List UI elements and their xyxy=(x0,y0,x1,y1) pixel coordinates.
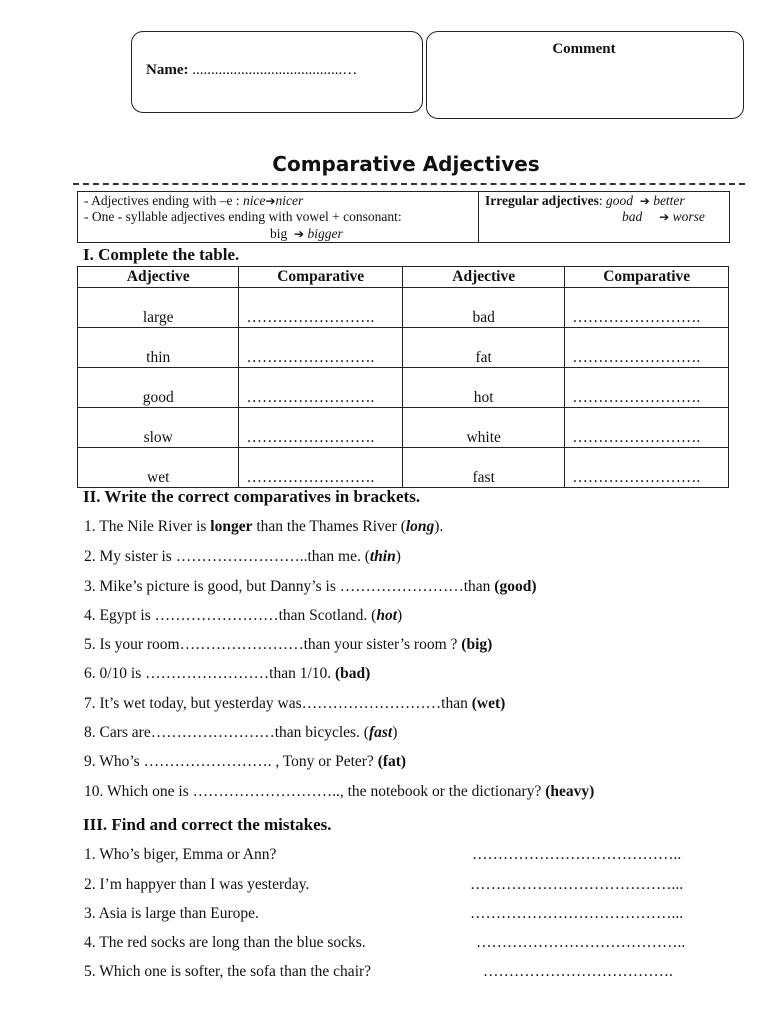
title-divider xyxy=(73,183,745,185)
exercise-item xyxy=(84,724,397,742)
item-text: 4. Egypt is ……………………than Scotland. ( xyxy=(84,607,377,624)
answer-blank[interactable]: ……………………. xyxy=(239,328,403,368)
exercise-item xyxy=(84,548,401,566)
rule-cvc: - One - syllable adjectives ending with vowel + consonant: xyxy=(84,209,402,224)
adjective-cell: white xyxy=(402,408,564,448)
rule-cvc-example xyxy=(270,226,343,242)
item-text: ). xyxy=(434,518,444,535)
section-3-heading: III. Find and correct the mistakes. xyxy=(83,815,332,834)
rule-e-text: - Adjectives ending with –e : xyxy=(84,193,243,208)
correction-blank[interactable]: ………………………………….. xyxy=(476,934,686,951)
comment-label: Comment xyxy=(552,41,616,57)
grammar-rules-box xyxy=(77,191,730,243)
hint-word: (good) xyxy=(494,578,537,595)
answer-blank[interactable]: ……………………. xyxy=(239,448,403,488)
mistake-sentence: 5. Which one is softer, the sofa than the chair? xyxy=(84,963,372,980)
worksheet-title: Comparative Adjectives xyxy=(272,152,540,176)
arrow-icon: ➔ xyxy=(294,227,305,241)
irregular-sep: : xyxy=(598,193,603,208)
hint-word: (heavy) xyxy=(545,783,595,800)
table-row xyxy=(78,328,729,368)
irregular-good: good xyxy=(606,193,633,208)
answer-blank[interactable]: ……………………. xyxy=(565,288,729,328)
table-row xyxy=(78,288,729,328)
adjective-cell: thin xyxy=(78,328,239,368)
irregular-line-1 xyxy=(485,193,685,209)
regular-rules xyxy=(78,192,479,242)
item-text: 3. Mike’s picture is good, but Danny’s is ……………………than xyxy=(84,578,495,595)
exercise-item xyxy=(84,665,370,683)
adjective-cell: good xyxy=(78,368,239,408)
arrow-icon: ➔ xyxy=(265,194,276,208)
exercise-item xyxy=(84,578,537,596)
correction-blank[interactable]: ………………………………….. xyxy=(472,846,682,863)
mistake-sentence: 4. The red socks are long than the blue socks. xyxy=(84,934,366,951)
exercise-item xyxy=(84,518,443,536)
correction-blank[interactable]: …………………………………... xyxy=(470,876,684,893)
item-text: than the Thames River ( xyxy=(252,518,406,535)
table-row xyxy=(78,448,729,488)
arrow-icon: ➔ xyxy=(639,194,650,208)
adjective-cell: slow xyxy=(78,408,239,448)
hint-word: long xyxy=(405,518,435,535)
adjective-cell: bad xyxy=(402,288,564,328)
item-text: 1. The Nile River is xyxy=(84,518,211,535)
section-1-heading: I. Complete the table. xyxy=(83,245,240,264)
irregular-worse: worse xyxy=(672,209,705,224)
answer-blank[interactable]: ……………………. xyxy=(565,368,729,408)
hint-word: (big) xyxy=(461,636,493,653)
rule-e-ending xyxy=(84,193,303,209)
comparative-table xyxy=(77,266,729,488)
exercise-item xyxy=(84,636,492,654)
hint-word: fast xyxy=(368,724,393,741)
exercise-item xyxy=(84,695,505,713)
column-header: Comparative xyxy=(239,267,403,288)
column-header: Comparative xyxy=(565,267,729,288)
exercise-item xyxy=(84,783,594,801)
item-text: 6. 0/10 is ……………………than 1/10. xyxy=(84,665,336,682)
irregular-better: better xyxy=(653,193,685,208)
mistake-sentence: 2. I’m happyer than I was yesterday. xyxy=(84,876,310,893)
arrow-icon: ➔ xyxy=(659,210,670,224)
adjective-cell: hot xyxy=(402,368,564,408)
item-text: ) xyxy=(392,724,398,741)
adjective-cell: wet xyxy=(78,448,239,488)
item-text: 5. Is your room……………………than your sister’s room ? xyxy=(84,636,462,653)
irregular-rules xyxy=(479,192,729,242)
exercise-item xyxy=(84,607,402,625)
correction-blank[interactable]: …………………………………... xyxy=(470,905,684,922)
name-label: Name: xyxy=(146,62,189,78)
mistake-sentence: 1. Who’s biger, Emma or Ann? xyxy=(84,846,277,863)
adjective-cell: large xyxy=(78,288,239,328)
section-2-heading: II. Write the correct comparatives in brackets. xyxy=(83,487,421,506)
irregular-label: Irregular adjectives xyxy=(485,193,599,208)
correction-blank[interactable]: ………………………………. xyxy=(483,963,673,980)
exercise-item xyxy=(84,753,406,771)
item-text: ) xyxy=(397,607,403,624)
irregular-line-2 xyxy=(622,209,705,225)
adjective-cell: fast xyxy=(402,448,564,488)
hint-word: thin xyxy=(369,548,396,565)
irregular-bad: bad xyxy=(622,209,643,224)
name-field[interactable] xyxy=(146,62,357,79)
hint-word: (bad) xyxy=(335,665,371,682)
table-row xyxy=(78,408,729,448)
answer-blank[interactable]: ……………………. xyxy=(239,288,403,328)
item-text: 9. Who’s ……………………. , Tony or Peter? xyxy=(84,753,378,770)
name-blank: ........................................… xyxy=(188,62,358,78)
rule-cvc-adj: big xyxy=(270,226,288,241)
rule-e-comp: nicer xyxy=(275,193,304,208)
answer-blank[interactable]: ……………………. xyxy=(565,328,729,368)
answer-blank[interactable]: ……………………. xyxy=(239,408,403,448)
item-text: 7. It’s wet today, but yesterday was………………………than xyxy=(84,695,472,712)
mistake-sentence: 3. Asia is large than Europe. xyxy=(84,905,259,922)
answer-blank[interactable]: ……………………. xyxy=(239,368,403,408)
rule-e-adj: nice xyxy=(242,193,266,208)
column-header: Adjective xyxy=(78,267,239,288)
rule-cvc-comp: bigger xyxy=(307,226,343,241)
answer-blank[interactable]: ……………………. xyxy=(565,448,729,488)
hint-word: hot xyxy=(376,607,398,624)
table-header-row xyxy=(78,267,729,288)
item-text: ) xyxy=(395,548,401,565)
table-row xyxy=(78,368,729,408)
adjective-cell: fat xyxy=(402,328,564,368)
example-answer: longer xyxy=(210,518,253,535)
hint-word: (wet) xyxy=(471,695,506,712)
column-header: Adjective xyxy=(402,267,564,288)
item-text: 8. Cars are……………………than bicycles. ( xyxy=(84,724,369,741)
item-text: 2. My sister is ……………………..than me. ( xyxy=(84,548,370,565)
answer-blank[interactable]: ……………………. xyxy=(565,408,729,448)
hint-word: (fat) xyxy=(377,753,407,770)
item-text: 10. Which one is ……………………….., the notebook or the dictionary? xyxy=(84,783,546,800)
